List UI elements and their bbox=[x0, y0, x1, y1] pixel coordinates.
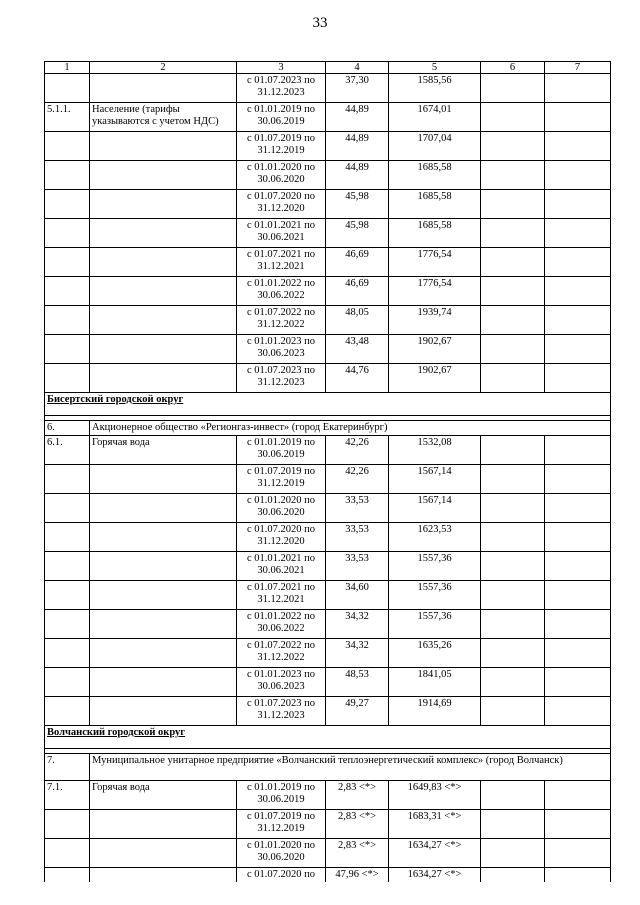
value-cell bbox=[481, 277, 545, 306]
table-row bbox=[45, 610, 611, 639]
value-cell bbox=[481, 436, 545, 465]
row-name-cell: Горячая вода bbox=[90, 781, 237, 810]
period-cell: с 01.07.2022 по 31.12.2022 bbox=[237, 306, 326, 335]
value-cell bbox=[481, 581, 545, 610]
value-cell: 42,26 bbox=[326, 436, 389, 465]
table-row bbox=[45, 248, 611, 277]
value-cell: 48,05 bbox=[326, 306, 389, 335]
row-number-cell: 6. bbox=[45, 421, 90, 436]
period-cell: с 01.01.2021 по 30.06.2021 bbox=[237, 552, 326, 581]
value-cell bbox=[481, 610, 545, 639]
row-name-cell bbox=[90, 494, 237, 523]
value-cell bbox=[545, 668, 611, 697]
table-row bbox=[45, 523, 611, 552]
row-name-cell bbox=[90, 868, 237, 883]
period-cell: с 01.07.2019 по 31.12.2019 bbox=[237, 132, 326, 161]
table-row bbox=[45, 436, 611, 465]
value-cell bbox=[481, 306, 545, 335]
value-cell: 1841,05 bbox=[389, 668, 481, 697]
value-cell: 1635,26 bbox=[389, 639, 481, 668]
value-cell: 1649,83 <*> bbox=[389, 781, 481, 810]
row-number-cell: 7.1. bbox=[45, 781, 90, 810]
value-cell bbox=[481, 161, 545, 190]
value-cell: 1683,31 <*> bbox=[389, 810, 481, 839]
period-cell: с 01.01.2023 по 30.06.2023 bbox=[237, 335, 326, 364]
table-row bbox=[45, 781, 611, 810]
value-cell bbox=[481, 552, 545, 581]
row-number-cell: 7. bbox=[45, 754, 90, 781]
row-number-cell bbox=[45, 494, 90, 523]
row-name-cell bbox=[90, 639, 237, 668]
value-cell: 1634,27 <*> bbox=[389, 839, 481, 868]
organization-name: Акционерное общество «Регионгаз-инвест» (город Екатеринбург) bbox=[90, 421, 611, 436]
value-cell bbox=[545, 868, 611, 883]
period-cell: с 01.07.2020 по bbox=[237, 868, 326, 883]
value-cell bbox=[545, 839, 611, 868]
row-number-cell bbox=[45, 161, 90, 190]
value-cell bbox=[481, 697, 545, 726]
period-cell: с 01.01.2020 по 30.06.2020 bbox=[237, 494, 326, 523]
value-cell bbox=[545, 436, 611, 465]
value-cell: 42,26 bbox=[326, 465, 389, 494]
value-cell: 1685,58 bbox=[389, 161, 481, 190]
row-number-cell bbox=[45, 552, 90, 581]
table-body bbox=[45, 62, 611, 883]
period-cell: с 01.07.2021 по 31.12.2021 bbox=[237, 248, 326, 277]
value-cell bbox=[545, 161, 611, 190]
row-name-cell bbox=[90, 364, 237, 393]
value-cell bbox=[481, 103, 545, 132]
row-number-cell bbox=[45, 465, 90, 494]
table-header-row bbox=[45, 62, 611, 74]
value-cell bbox=[545, 248, 611, 277]
row-number-cell bbox=[45, 306, 90, 335]
value-cell: 34,60 bbox=[326, 581, 389, 610]
value-cell bbox=[545, 610, 611, 639]
table-row bbox=[45, 639, 611, 668]
value-cell: 37,30 bbox=[326, 74, 389, 103]
period-cell: с 01.07.2023 по 31.12.2023 bbox=[237, 74, 326, 103]
table-row bbox=[45, 494, 611, 523]
value-cell bbox=[545, 810, 611, 839]
value-cell: 33,53 bbox=[326, 523, 389, 552]
row-number-cell: 6.1. bbox=[45, 436, 90, 465]
row-number-cell bbox=[45, 364, 90, 393]
table-row bbox=[45, 868, 611, 883]
page-number: 33 bbox=[312, 15, 328, 31]
row-name-cell: Население (тарифы указываются с учетом НДС) bbox=[90, 103, 237, 132]
row-number-cell bbox=[45, 839, 90, 868]
row-name-cell bbox=[90, 465, 237, 494]
value-cell bbox=[545, 306, 611, 335]
value-cell bbox=[481, 668, 545, 697]
value-cell bbox=[481, 465, 545, 494]
row-name-cell bbox=[90, 839, 237, 868]
table-row bbox=[45, 190, 611, 219]
period-cell: с 01.01.2023 по 30.06.2023 bbox=[237, 668, 326, 697]
value-cell bbox=[481, 868, 545, 883]
value-cell: 47,96 <*> bbox=[326, 868, 389, 883]
value-cell: 2,83 <*> bbox=[326, 810, 389, 839]
period-cell: с 01.07.2019 по 31.12.2019 bbox=[237, 810, 326, 839]
row-number-cell bbox=[45, 668, 90, 697]
row-number-cell bbox=[45, 190, 90, 219]
value-cell: 48,53 bbox=[326, 668, 389, 697]
row-name-cell bbox=[90, 248, 237, 277]
organization-row bbox=[45, 421, 611, 436]
value-cell: 1939,74 bbox=[389, 306, 481, 335]
value-cell: 34,32 bbox=[326, 610, 389, 639]
value-cell bbox=[545, 190, 611, 219]
value-cell: 46,69 bbox=[326, 277, 389, 306]
value-cell bbox=[545, 335, 611, 364]
value-cell: 33,53 bbox=[326, 552, 389, 581]
value-cell: 45,98 bbox=[326, 190, 389, 219]
table-row bbox=[45, 552, 611, 581]
row-number-cell bbox=[45, 868, 90, 883]
value-cell bbox=[545, 277, 611, 306]
value-cell: 46,69 bbox=[326, 248, 389, 277]
value-cell bbox=[481, 219, 545, 248]
period-cell: с 01.01.2020 по 30.06.2020 bbox=[237, 839, 326, 868]
value-cell bbox=[545, 552, 611, 581]
row-name-cell: Горячая вода bbox=[90, 436, 237, 465]
column-header: 1 bbox=[45, 62, 90, 74]
table-row bbox=[45, 697, 611, 726]
period-cell: с 01.07.2020 по 31.12.2020 bbox=[237, 190, 326, 219]
row-name-cell bbox=[90, 190, 237, 219]
row-number-cell bbox=[45, 277, 90, 306]
value-cell bbox=[481, 523, 545, 552]
row-number-cell bbox=[45, 74, 90, 103]
table-row bbox=[45, 581, 611, 610]
table-row bbox=[45, 839, 611, 868]
period-cell: с 01.07.2019 по 31.12.2019 bbox=[237, 465, 326, 494]
value-cell bbox=[481, 132, 545, 161]
row-number-cell bbox=[45, 639, 90, 668]
value-cell: 44,76 bbox=[326, 364, 389, 393]
value-cell bbox=[545, 132, 611, 161]
value-cell: 44,89 bbox=[326, 103, 389, 132]
value-cell bbox=[545, 74, 611, 103]
value-cell bbox=[545, 103, 611, 132]
value-cell bbox=[545, 581, 611, 610]
row-name-cell bbox=[90, 668, 237, 697]
row-name-cell bbox=[90, 523, 237, 552]
period-cell: с 01.01.2020 по 30.06.2020 bbox=[237, 161, 326, 190]
table-row bbox=[45, 103, 611, 132]
table-row bbox=[45, 306, 611, 335]
value-cell: 1567,14 bbox=[389, 465, 481, 494]
row-number-cell bbox=[45, 697, 90, 726]
value-cell bbox=[545, 465, 611, 494]
organization-row bbox=[45, 754, 611, 781]
value-cell: 1557,36 bbox=[389, 610, 481, 639]
period-cell: с 01.07.2023 по 31.12.2023 bbox=[237, 697, 326, 726]
period-cell: с 01.07.2021 по 31.12.2021 bbox=[237, 581, 326, 610]
value-cell: 1902,67 bbox=[389, 335, 481, 364]
column-header: 2 bbox=[90, 62, 237, 74]
value-cell: 1634,27 <*> bbox=[389, 868, 481, 883]
row-number-cell bbox=[45, 810, 90, 839]
value-cell: 1557,36 bbox=[389, 581, 481, 610]
row-name-cell bbox=[90, 697, 237, 726]
tariff-table bbox=[44, 61, 611, 882]
column-header: 5 bbox=[389, 62, 481, 74]
value-cell: 1914,69 bbox=[389, 697, 481, 726]
column-header: 3 bbox=[237, 62, 326, 74]
value-cell: 1674,01 bbox=[389, 103, 481, 132]
row-number-cell bbox=[45, 610, 90, 639]
section-heading: Бисертский городской округ bbox=[45, 393, 611, 416]
value-cell: 2,83 <*> bbox=[326, 839, 389, 868]
table-row bbox=[45, 335, 611, 364]
row-name-cell bbox=[90, 810, 237, 839]
row-number-cell bbox=[45, 132, 90, 161]
value-cell: 1585,56 bbox=[389, 74, 481, 103]
table-row bbox=[45, 161, 611, 190]
organization-name: Муниципальное унитарное предприятие «Волчанский теплоэнергетический комплекс» (город Волчанск) bbox=[90, 754, 611, 781]
row-number-cell: 5.1.1. bbox=[45, 103, 90, 132]
value-cell: 1557,36 bbox=[389, 552, 481, 581]
value-cell bbox=[545, 523, 611, 552]
value-cell: 45,98 bbox=[326, 219, 389, 248]
table-row bbox=[45, 132, 611, 161]
row-name-cell bbox=[90, 74, 237, 103]
value-cell: 1623,53 bbox=[389, 523, 481, 552]
row-name-cell bbox=[90, 277, 237, 306]
column-header: 7 bbox=[545, 62, 611, 74]
row-name-cell bbox=[90, 161, 237, 190]
row-name-cell bbox=[90, 306, 237, 335]
row-number-cell bbox=[45, 335, 90, 364]
value-cell: 49,27 bbox=[326, 697, 389, 726]
value-cell: 1776,54 bbox=[389, 277, 481, 306]
row-number-cell bbox=[45, 248, 90, 277]
period-cell: с 01.07.2023 по 31.12.2023 bbox=[237, 364, 326, 393]
period-cell: с 01.01.2019 по 30.06.2019 bbox=[237, 103, 326, 132]
value-cell bbox=[545, 364, 611, 393]
value-cell bbox=[481, 364, 545, 393]
period-cell: с 01.07.2020 по 31.12.2020 bbox=[237, 523, 326, 552]
row-number-cell bbox=[45, 581, 90, 610]
value-cell: 1776,54 bbox=[389, 248, 481, 277]
table-row bbox=[45, 74, 611, 103]
row-name-cell bbox=[90, 610, 237, 639]
value-cell bbox=[481, 74, 545, 103]
table-row bbox=[45, 668, 611, 697]
period-cell: с 01.01.2021 по 30.06.2021 bbox=[237, 219, 326, 248]
value-cell: 1902,67 bbox=[389, 364, 481, 393]
row-name-cell bbox=[90, 552, 237, 581]
value-cell bbox=[545, 219, 611, 248]
period-cell: с 01.01.2019 по 30.06.2019 bbox=[237, 781, 326, 810]
table-row bbox=[45, 810, 611, 839]
period-cell: с 01.01.2022 по 30.06.2022 bbox=[237, 610, 326, 639]
value-cell: 1532,08 bbox=[389, 436, 481, 465]
row-number-cell bbox=[45, 523, 90, 552]
table-row bbox=[45, 219, 611, 248]
value-cell: 1707,04 bbox=[389, 132, 481, 161]
value-cell bbox=[481, 781, 545, 810]
period-cell: с 01.01.2022 по 30.06.2022 bbox=[237, 277, 326, 306]
table-row bbox=[45, 364, 611, 393]
value-cell: 1685,58 bbox=[389, 219, 481, 248]
value-cell: 34,32 bbox=[326, 639, 389, 668]
period-cell: с 01.07.2022 по 31.12.2022 bbox=[237, 639, 326, 668]
row-name-cell bbox=[90, 335, 237, 364]
period-cell: с 01.01.2019 по 30.06.2019 bbox=[237, 436, 326, 465]
section-heading-row bbox=[45, 393, 611, 416]
value-cell bbox=[545, 639, 611, 668]
value-cell bbox=[481, 639, 545, 668]
value-cell bbox=[481, 839, 545, 868]
value-cell bbox=[545, 697, 611, 726]
section-heading-row bbox=[45, 726, 611, 749]
row-name-cell bbox=[90, 219, 237, 248]
column-header: 4 bbox=[326, 62, 389, 74]
table-row bbox=[45, 465, 611, 494]
column-header: 6 bbox=[481, 62, 545, 74]
row-name-cell bbox=[90, 132, 237, 161]
value-cell bbox=[481, 494, 545, 523]
value-cell bbox=[481, 190, 545, 219]
value-cell: 33,53 bbox=[326, 494, 389, 523]
value-cell bbox=[481, 335, 545, 364]
value-cell: 44,89 bbox=[326, 132, 389, 161]
value-cell bbox=[545, 781, 611, 810]
table-row bbox=[45, 277, 611, 306]
value-cell: 1567,14 bbox=[389, 494, 481, 523]
section-heading: Волчанский городской округ bbox=[45, 726, 611, 749]
value-cell bbox=[545, 494, 611, 523]
value-cell: 43,48 bbox=[326, 335, 389, 364]
row-name-cell bbox=[90, 581, 237, 610]
row-number-cell bbox=[45, 219, 90, 248]
value-cell: 1685,58 bbox=[389, 190, 481, 219]
value-cell: 2,83 <*> bbox=[326, 781, 389, 810]
value-cell bbox=[481, 248, 545, 277]
value-cell bbox=[481, 810, 545, 839]
value-cell: 44,89 bbox=[326, 161, 389, 190]
